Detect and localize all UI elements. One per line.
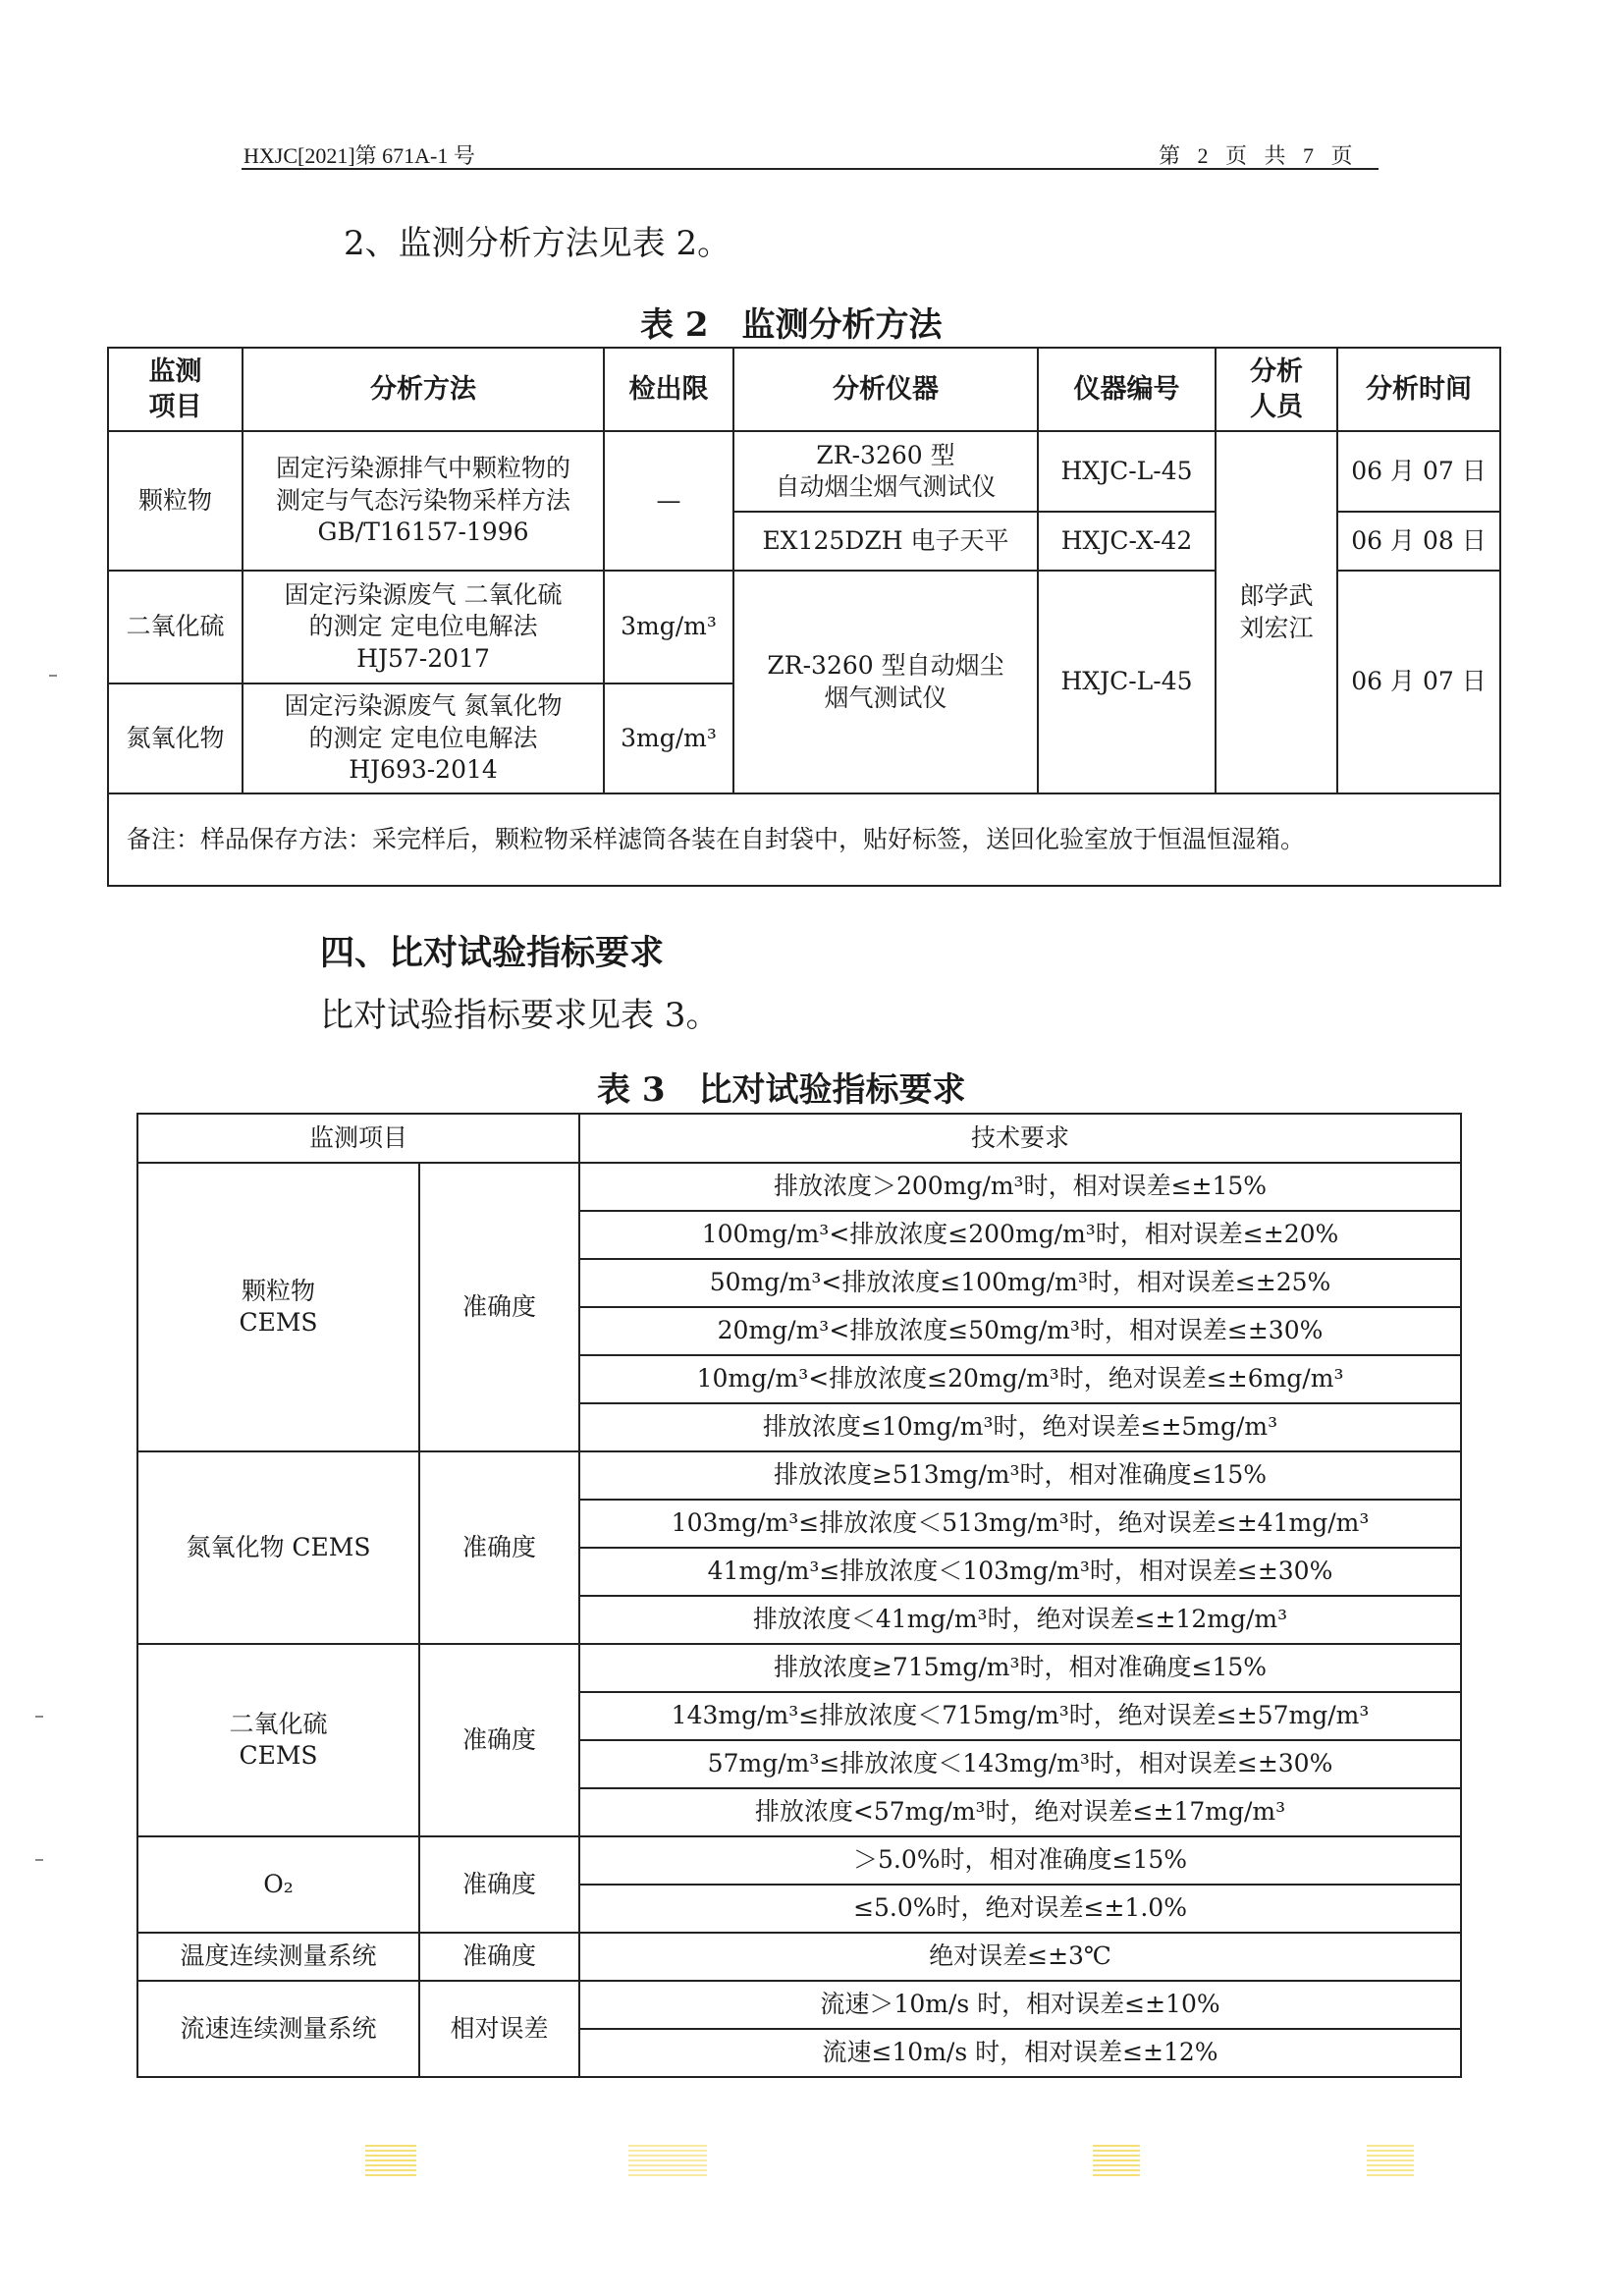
seal-mark [628,2143,707,2176]
so2-item: 二氧化硫 [108,571,243,683]
requirement-row: 57mg/m³≤排放浓度＜143mg/m³时，相对误差≤±30% [579,1740,1461,1788]
gas-time: 06 月 07 日 [1337,571,1500,793]
requirement-row: 41mg/m³≤排放浓度＜103mg/m³时，相对误差≤±30% [579,1548,1461,1596]
pm-instrument-2: EX125DZH 电子天平 [733,512,1038,571]
methods-paragraph: 2、监测分析方法见表 2。 [344,224,731,263]
o2-metric: 准确度 [419,1836,579,1933]
requirement-row: 143mg/m³≤排放浓度＜715mg/m³时，绝对误差≤±57mg/m³ [579,1692,1461,1740]
requirement-row: 排放浓度＜41mg/m³时，绝对误差≤±12mg/m³ [579,1596,1461,1644]
analyst-names: 郎学武 刘宏江 [1216,431,1337,793]
pm-instrument-no-2: HXJC-X-42 [1038,512,1216,571]
requirement-row: 排放浓度≥513mg/m³时，相对准确度≤15% [579,1451,1461,1500]
scan-mark [35,1716,43,1718]
requirement-row: 排放浓度≤10mg/m³时，绝对误差≤±5mg/m³ [579,1403,1461,1451]
document-number: HXJC[2021]第 671A-1 号 [243,143,475,168]
scan-mark [49,675,57,677]
section4-title: 四、比对试验指标要求 [320,933,665,973]
pm-cems-item: 颗粒物 CEMS [137,1163,419,1451]
pm-limit: — [604,431,733,571]
nox-limit: 3mg/m³ [604,683,733,793]
requirement-row: ＞5.0%时，相对准确度≤15% [579,1836,1461,1885]
requirement-row: 绝对误差≤±3℃ [579,1933,1461,1981]
col-header-item: 监测 项目 [108,348,243,431]
requirement-row: 20mg/m³<排放浓度≤50mg/m³时，相对误差≤±30% [579,1307,1461,1355]
requirements-table [136,1113,1462,2078]
gas-instrument: ZR-3260 型自动烟尘 烟气测试仪 [733,571,1038,793]
col-header-instrument-no: 仪器编号 [1038,348,1216,431]
col-header-instrument: 分析仪器 [733,348,1038,431]
seal-mark [1367,2143,1414,2176]
page-indicator: 第 2 页 共 7 页 [1159,143,1359,168]
section4-paragraph: 比对试验指标要求见表 3。 [320,996,720,1035]
temperature-item: 温度连续测量系统 [137,1933,419,1981]
nox-cems-metric: 准确度 [419,1451,579,1644]
col-header-time: 分析时间 [1337,348,1500,431]
so2-limit: 3mg/m³ [604,571,733,683]
nox-method: 固定污染源废气 氮氧化物 的测定 定电位电解法 HJ693-2014 [243,683,604,793]
scan-mark [35,1859,43,1861]
so2-cems-item: 二氧化硫 CEMS [137,1644,419,1836]
pm-method: 固定污染源排气中颗粒物的 测定与气态污染物采样方法 GB/T16157-1996 [243,431,604,571]
table3-title: 表 3 比对试验指标要求 [597,1070,966,1110]
requirement-row: 排放浓度<57mg/m³时，绝对误差≤±17mg/m³ [579,1788,1461,1836]
requirement-row: 100mg/m³<排放浓度≤200mg/m³时，相对误差≤±20% [579,1211,1461,1259]
so2-cems-metric: 准确度 [419,1644,579,1836]
gas-instrument-no: HXJC-L-45 [1038,571,1216,793]
flow-metric: 相对误差 [419,1981,579,2077]
pm-time-2: 06 月 08 日 [1337,512,1500,571]
requirement-row: ≤5.0%时，绝对误差≤±1.0% [579,1885,1461,1933]
pm-item: 颗粒物 [108,431,243,571]
requirement-row: 排放浓度＞200mg/m³时，相对误差≤±15% [579,1163,1461,1211]
methods-table [107,347,1501,887]
requirement-row: 排放浓度≥715mg/m³时，相对准确度≤15% [579,1644,1461,1692]
seal-mark [1093,2143,1140,2176]
requirement-row: 103mg/m³≤排放浓度＜513mg/m³时，绝对误差≤±41mg/m³ [579,1500,1461,1548]
col-header-limit: 检出限 [604,348,733,431]
col-header-requirement: 技术要求 [579,1114,1461,1163]
temperature-metric: 准确度 [419,1933,579,1981]
requirement-row: 50mg/m³<排放浓度≤100mg/m³时，相对误差≤±25% [579,1259,1461,1307]
requirement-row: 10mg/m³<排放浓度≤20mg/m³时，绝对误差≤±6mg/m³ [579,1355,1461,1403]
requirement-row: 流速≤10m/s 时，相对误差≤±12% [579,2029,1461,2077]
pm-instrument-no-1: HXJC-L-45 [1038,431,1216,512]
table2-title: 表 2 监测分析方法 [640,305,943,345]
col-header-monitor-item: 监测项目 [137,1114,579,1163]
o2-item: O₂ [137,1836,419,1933]
nox-item: 氮氧化物 [108,683,243,793]
col-header-method: 分析方法 [243,348,604,431]
flow-item: 流速连续测量系统 [137,1981,419,2077]
nox-cems-item: 氮氧化物 CEMS [137,1451,419,1644]
pm-instrument-1: ZR-3260 型 自动烟尘烟气测试仪 [733,431,1038,512]
requirement-row: 流速＞10m/s 时，相对误差≤±10% [579,1981,1461,2029]
pm-time-1: 06 月 07 日 [1337,431,1500,512]
so2-method: 固定污染源废气 二氧化硫 的测定 定电位电解法 HJ57-2017 [243,571,604,683]
header-divider [242,168,1379,170]
pm-cems-metric: 准确度 [419,1163,579,1451]
table2-note: 备注：样品保存方法：采完样后，颗粒物采样滤筒各装在自封袋中，贴好标签，送回化验室放于恒温恒湿箱。 [108,793,1500,886]
seal-mark [365,2143,416,2176]
col-header-analyst: 分析 人员 [1216,348,1337,431]
